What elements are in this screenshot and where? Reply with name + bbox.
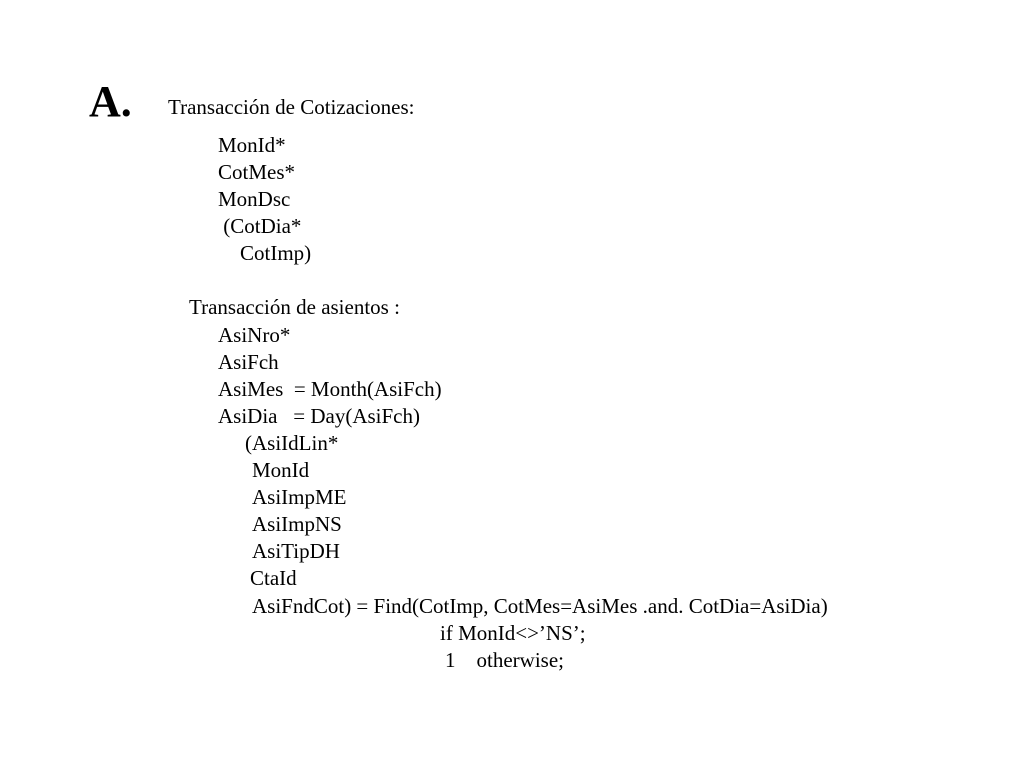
- asientos-line: AsiFndCot) = Find(CotImp, CotMes=AsiMes .and. CotDia=AsiDia): [252, 594, 828, 618]
- asientos-line: AsiImpME: [252, 485, 347, 509]
- asientos-line: AsiDia = Day(AsiFch): [218, 404, 420, 428]
- asientos-line: AsiImpNS: [252, 512, 342, 536]
- asientos-line: AsiFch: [218, 350, 279, 374]
- cotizaciones-line: CotImp): [240, 241, 312, 265]
- asientos-line: 1 otherwise;: [445, 648, 564, 672]
- cotizaciones-line: MonDsc: [218, 187, 291, 211]
- asientos-line: MonId: [252, 458, 310, 482]
- asientos-line: (AsiIdLin*: [245, 431, 339, 455]
- cotizaciones-line: MonId*: [218, 133, 286, 157]
- asientos-line: CtaId: [250, 566, 297, 590]
- cotizaciones-title: Transacción de Cotizaciones:: [168, 95, 415, 119]
- asientos-title: Transacción de asientos :: [189, 295, 400, 319]
- asientos-line: AsiTipDH: [252, 539, 340, 563]
- cotizaciones-line: (CotDia*: [218, 214, 302, 238]
- asientos-line: if MonId<>’NS’;: [440, 621, 586, 645]
- asientos-line: AsiMes = Month(AsiFch): [218, 377, 442, 401]
- cotizaciones-line: CotMes*: [218, 160, 296, 184]
- section-letter: A.: [89, 77, 132, 126]
- asientos-line: AsiNro*: [218, 323, 291, 347]
